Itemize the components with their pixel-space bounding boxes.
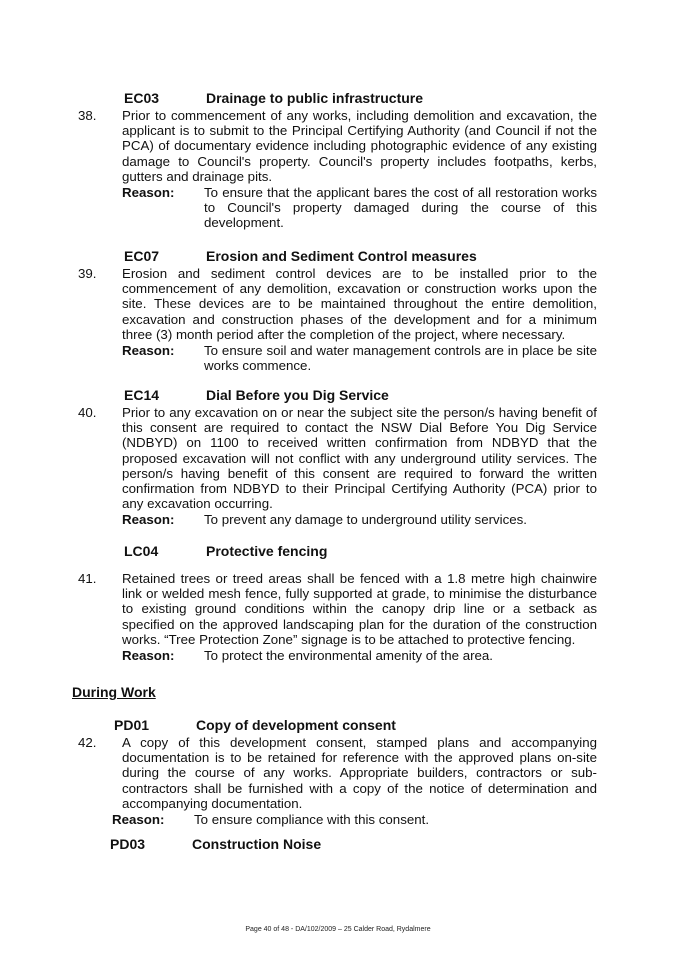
condition-text: Prior to commencement of any works, including demolition and excavation, the applicant is to submit to the Principal Certifying Authority (and Council if not the PCA) of documentary evidence including photographic evidence of any existing damage to Council's property. Council's property includes footpaths, kerbs, gutters and drainage pits. [122,108,597,184]
reason-label: Reason: [122,185,175,201]
condition-title: Dial Before you Dig Service [206,387,389,403]
condition-code: LC04 [124,543,159,559]
reason-text: To protect the environmental amenity of the area. [204,648,493,664]
condition-code: PD01 [114,717,150,733]
condition-number: 40. [78,405,97,420]
condition-title: Protective fencing [206,543,328,559]
condition-code: EC14 [124,387,160,403]
condition-title: Drainage to public infrastructure [206,90,424,106]
page-footer: Page 40 of 48 - DA/102/2009 – 25 Calder Road, Rydalmere [245,926,431,933]
condition-text: Retained trees or treed areas shall be fenced with a 1.8 metre high chainwire link or welded mesh fence, fully supported at grade, to minimise the disturbance to existing ground conditions within the canopy drip line or a setback as specified on the approved landscaping plan for the duration of the construction works. “Tree Protection Zone” signage is to be attached to protective fencing. [122,571,597,647]
condition-number: 38. [78,108,97,123]
condition-reason [112,812,597,827]
condition-ec14 [78,387,597,528]
condition-text: Prior to any excavation on or near the subject site the person/s having benefit of this consent are required to contact the NSW Dial Before You Dig Service (NDBYD) on 1100 to received written confirmation from NDBYD that the proposed excavation will not conflict with any underground utility services. The person/s having benefit of this consent are required to forward the written confirmation from NDBYD to their Principal Certifying Authority (PCA) prior to any excavation occurring. [122,405,597,512]
condition-text: A copy of this development consent, stamped plans and accompanying documentation is to be retained for reference with the approved plans on-site during the course of any works. Appropriate builders, contractors or sub-contractors shall be furnished with a copy of the notice of determination and accompanying documentation. [122,735,597,811]
reason-text: To ensure compliance with this consent. [194,812,430,828]
section-heading: During Work [72,684,156,700]
reason-text: To ensure that the applicant bares the cost of all restoration works to Council's property damaged during the course of this development. [204,185,597,231]
condition-code: EC03 [124,90,160,106]
reason-label: Reason: [122,648,175,664]
condition-number: 41. [78,571,97,586]
condition-pd01 [78,717,597,828]
condition-title: Erosion and Sediment Control measures [206,248,477,264]
condition-heading [82,717,597,735]
condition-pd03 [82,836,597,854]
condition-number: 42. [78,735,97,750]
reason-text: To ensure soil and water management controls are in place be site works commence. [204,343,597,374]
condition-reason [122,648,597,663]
condition-title: Construction Noise [192,836,322,852]
condition-reason [122,512,597,527]
condition-heading [82,836,597,854]
condition-heading [82,543,597,561]
condition-code: EC07 [124,248,160,264]
condition-lc04 [78,543,597,664]
condition-ec07 [78,248,597,374]
condition-heading [82,387,597,405]
condition-number: 39. [78,266,97,281]
reason-label: Reason: [112,812,165,828]
reason-label: Reason: [122,343,175,359]
condition-reason [122,185,597,231]
condition-code: PD03 [110,836,146,852]
condition-heading [82,90,597,108]
condition-title: Copy of development consent [196,717,396,733]
condition-text: Erosion and sediment control devices are to be installed prior to the commencement of any demolition, excavation or construction works upon the site. These devices are to be maintained throughout the entire demolition, excavation and construction phases of the development and for a minimum three (3) month period after the completion of the project, where necessary. [122,266,597,342]
condition-reason [122,343,597,373]
condition-heading [82,248,597,266]
reason-label: Reason: [122,512,175,528]
condition-ec03 [78,90,597,231]
reason-text: To prevent any damage to underground utility services. [204,512,528,528]
